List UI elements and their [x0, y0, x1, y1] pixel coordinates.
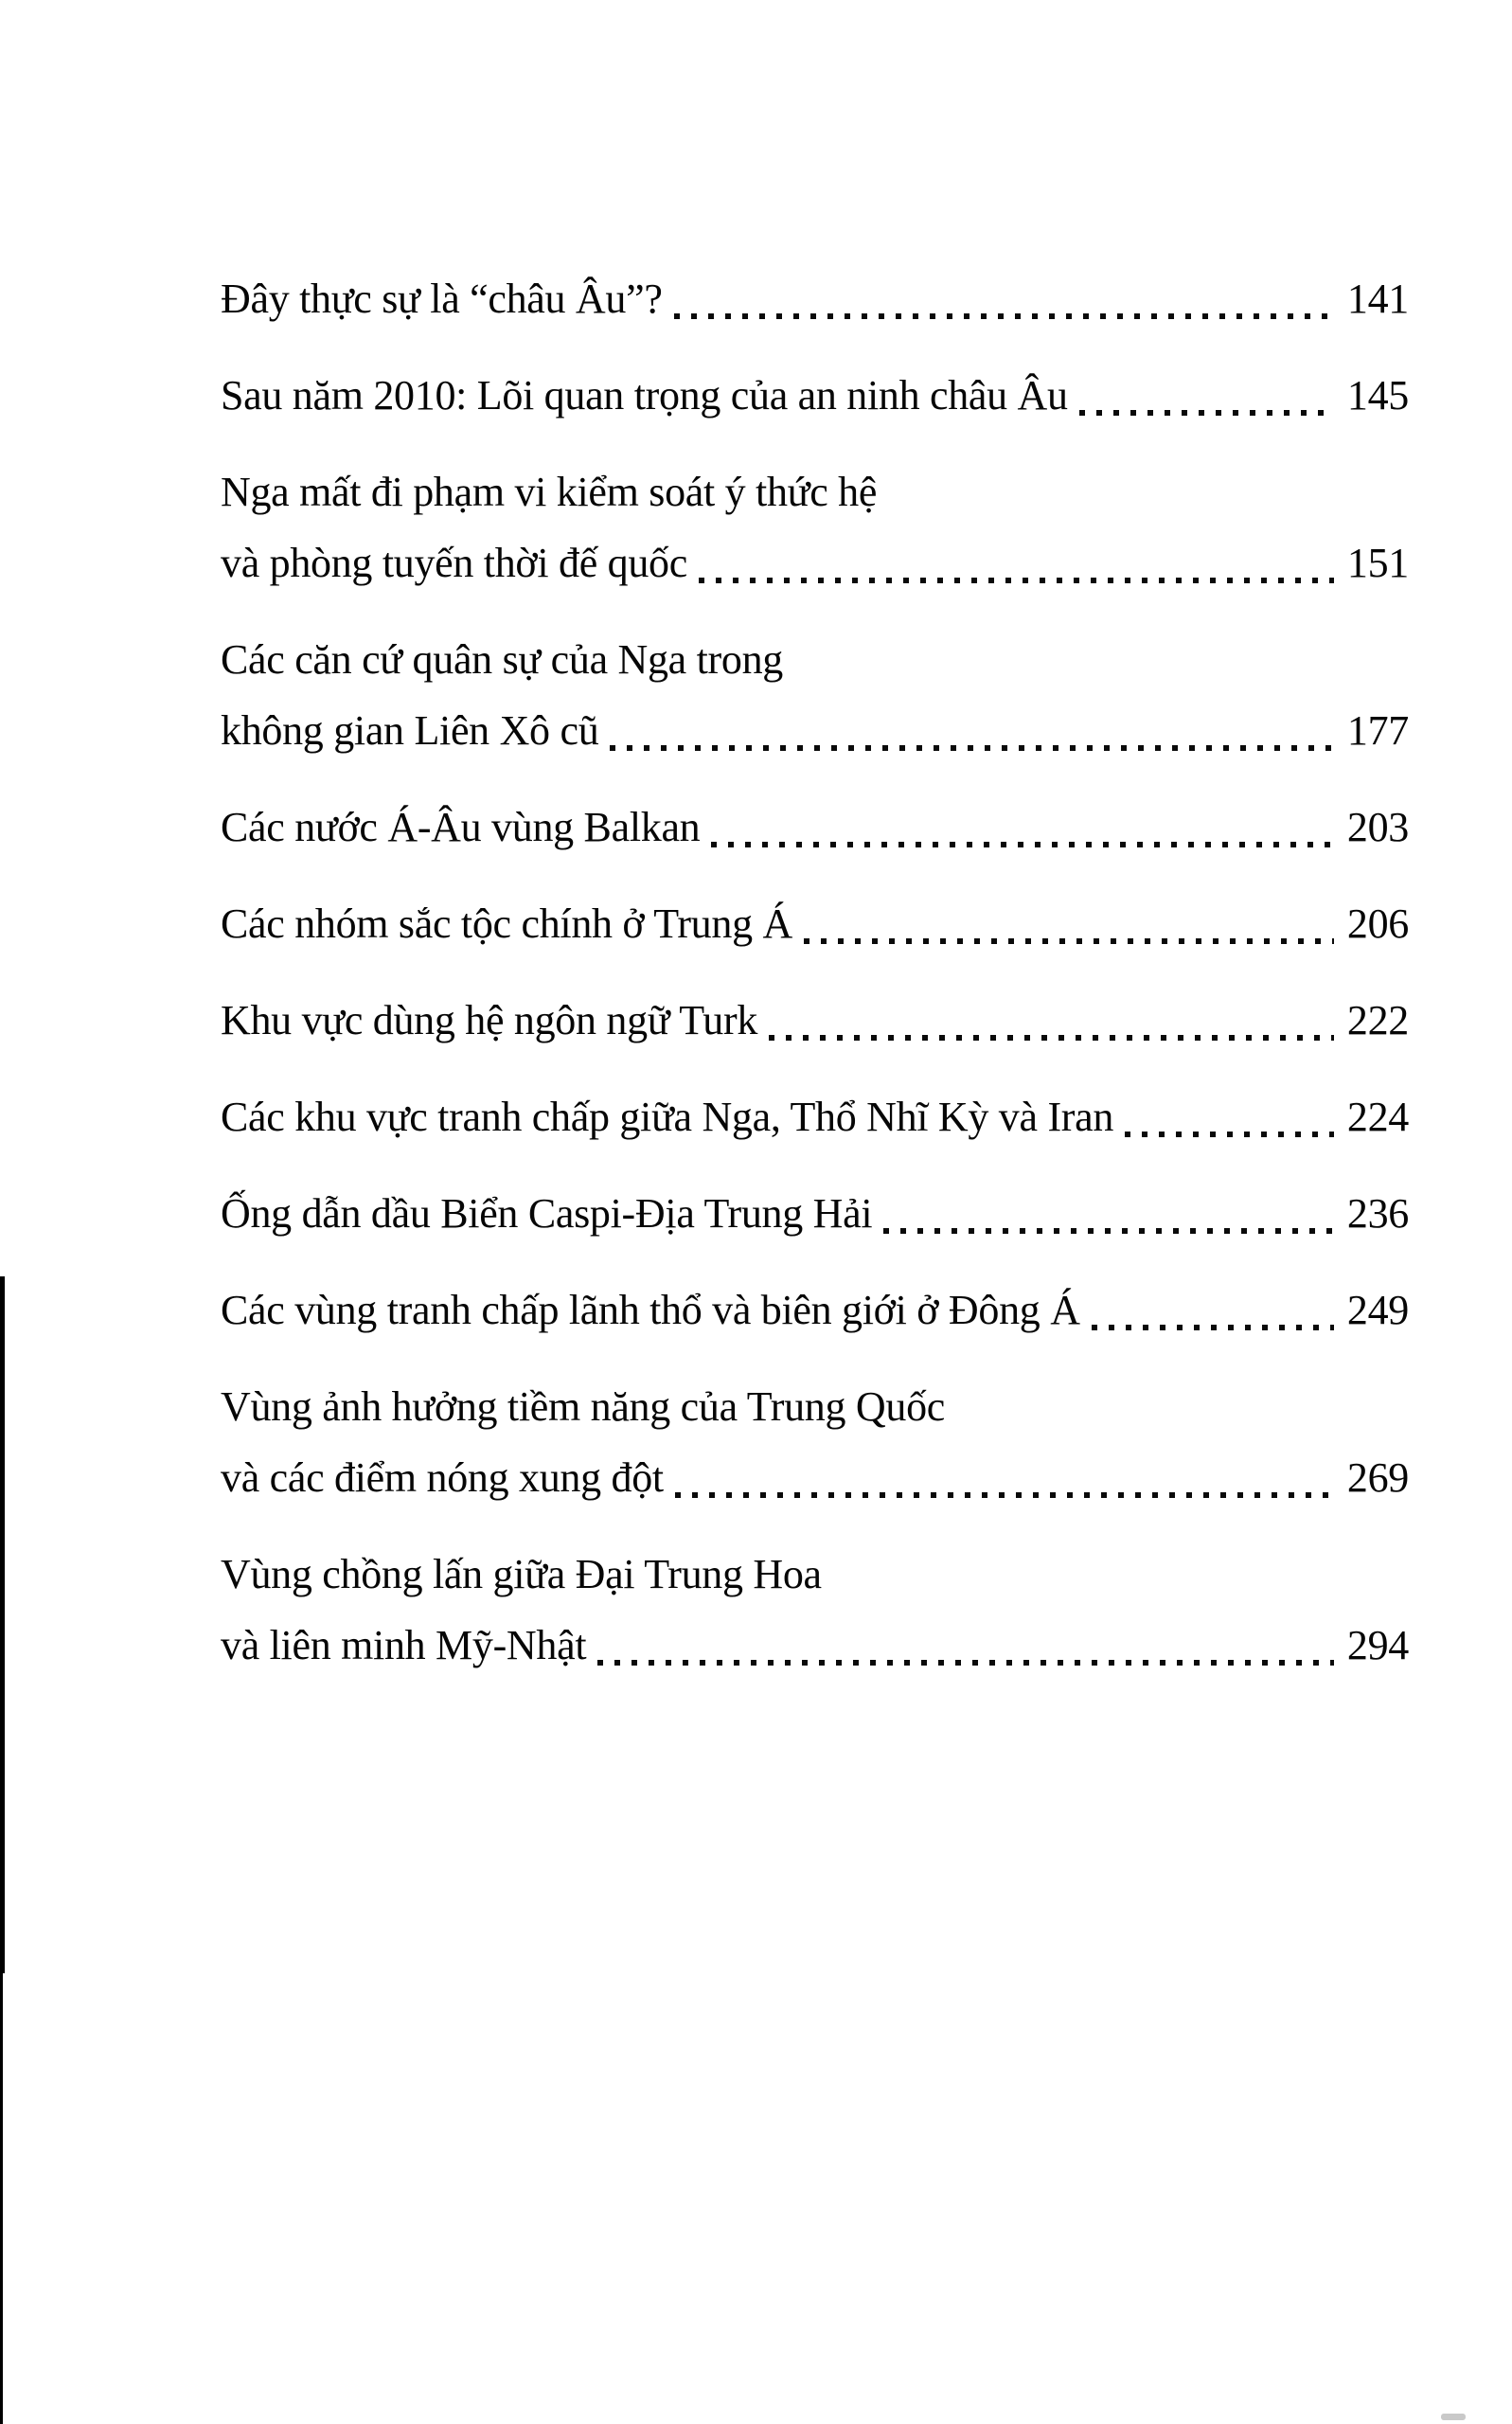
toc-entry-title: không gian Liên Xô cũ: [221, 707, 599, 754]
dot-leader: [610, 745, 1334, 751]
dot-leader: [675, 1492, 1334, 1498]
dot-leader: [1079, 410, 1334, 416]
toc-entry-line: Vùng chồng lấn giữa Đại Trung Hoa: [221, 1551, 822, 1597]
toc-entry-title: Khu vực dùng hệ ngôn ngữ Turk: [221, 997, 758, 1043]
dot-leader: [674, 313, 1334, 319]
scan-artifact-left-edge-line: [0, 1276, 5, 1973]
toc-entry-last-line: [221, 888, 1409, 959]
toc-entry: [221, 1539, 1409, 1681]
toc-entry: [221, 263, 1409, 334]
toc-entry: [221, 1371, 1409, 1513]
toc-entry: [221, 1274, 1409, 1346]
toc-entry-line: Vùng ảnh hưởng tiềm năng của Trung Quốc: [221, 1383, 946, 1430]
page-number: 145: [1346, 372, 1409, 419]
toc-entry-title: Sau năm 2010: Lõi quan trọng của an ninh châu Âu: [221, 372, 1068, 419]
toc-entry-title: Các nước Á-Âu vùng Balkan: [221, 804, 701, 850]
toc-entry-title: và liên minh Mỹ-Nhật: [221, 1622, 587, 1668]
page-number: 236: [1346, 1190, 1409, 1237]
toc-entry-title: Các khu vực tranh chấp giữa Nga, Thổ Nhĩ Kỳ và Iran: [221, 1094, 1114, 1140]
toc-entry-title: và các điểm nóng xung đột: [221, 1454, 664, 1501]
toc-entry-title: Ống dẫn dầu Biển Caspi-Địa Trung Hải: [221, 1190, 873, 1237]
toc-entry-last-line: [221, 1178, 1409, 1249]
toc-entry: [221, 456, 1409, 598]
toc-entry-title: Các vùng tranh chấp lãnh thổ và biên giới ở Đông Á: [221, 1287, 1080, 1333]
toc-entry-last-line: [221, 1442, 1409, 1513]
toc-entry-last-line: [221, 1610, 1409, 1681]
toc-entry-last-line: [221, 985, 1409, 1056]
dot-leader: [1125, 1132, 1334, 1137]
page-number: 206: [1346, 900, 1409, 947]
toc-entry-last-line: [221, 1274, 1409, 1346]
toc-entry-last-line: [221, 263, 1409, 334]
dot-leader: [883, 1228, 1334, 1234]
dot-leader: [769, 1035, 1334, 1041]
toc-entry: [221, 624, 1409, 766]
dot-leader: [711, 842, 1334, 847]
toc-entry: [221, 1081, 1409, 1152]
scan-artifact-left-edge-line: [0, 1973, 3, 2424]
dot-leader: [597, 1660, 1334, 1666]
dot-leader: [804, 938, 1334, 944]
toc-entry: [221, 792, 1409, 863]
toc-entry-title: và phòng tuyến thời đế quốc: [221, 540, 687, 586]
toc-entry-line: Nga mất đi phạm vi kiểm soát ý thức hệ: [221, 469, 878, 515]
page-number: 141: [1346, 276, 1409, 322]
dot-leader: [699, 578, 1334, 583]
toc-entry-title: Các nhóm sắc tộc chính ở Trung Á: [221, 900, 792, 947]
toc-entry-last-line: [221, 695, 1409, 766]
toc-entry: [221, 1178, 1409, 1249]
page-number: 177: [1346, 707, 1409, 754]
page-number: 203: [1346, 804, 1409, 850]
page-number: 151: [1346, 540, 1409, 586]
dot-leader: [1092, 1325, 1334, 1330]
toc-entry: [221, 888, 1409, 959]
page-number: 249: [1346, 1287, 1409, 1333]
toc-entry-title: Đây thực sự là “châu Âu”?: [221, 276, 663, 322]
toc-entry-last-line: [221, 527, 1409, 598]
toc-entry: [221, 985, 1409, 1056]
table-of-contents: [221, 263, 1409, 1706]
toc-entry-last-line: [221, 1081, 1409, 1152]
toc-entry: [221, 360, 1409, 431]
page-number: 224: [1346, 1094, 1409, 1140]
page-number: 222: [1346, 997, 1409, 1043]
toc-entry-last-line: [221, 360, 1409, 431]
toc-entry-last-line: [221, 792, 1409, 863]
scan-artifact-smudge: [1441, 2414, 1466, 2420]
page-number: 294: [1346, 1622, 1409, 1668]
page-number: 269: [1346, 1454, 1409, 1501]
toc-entry-line: Các căn cứ quân sự của Nga trong: [221, 636, 783, 683]
